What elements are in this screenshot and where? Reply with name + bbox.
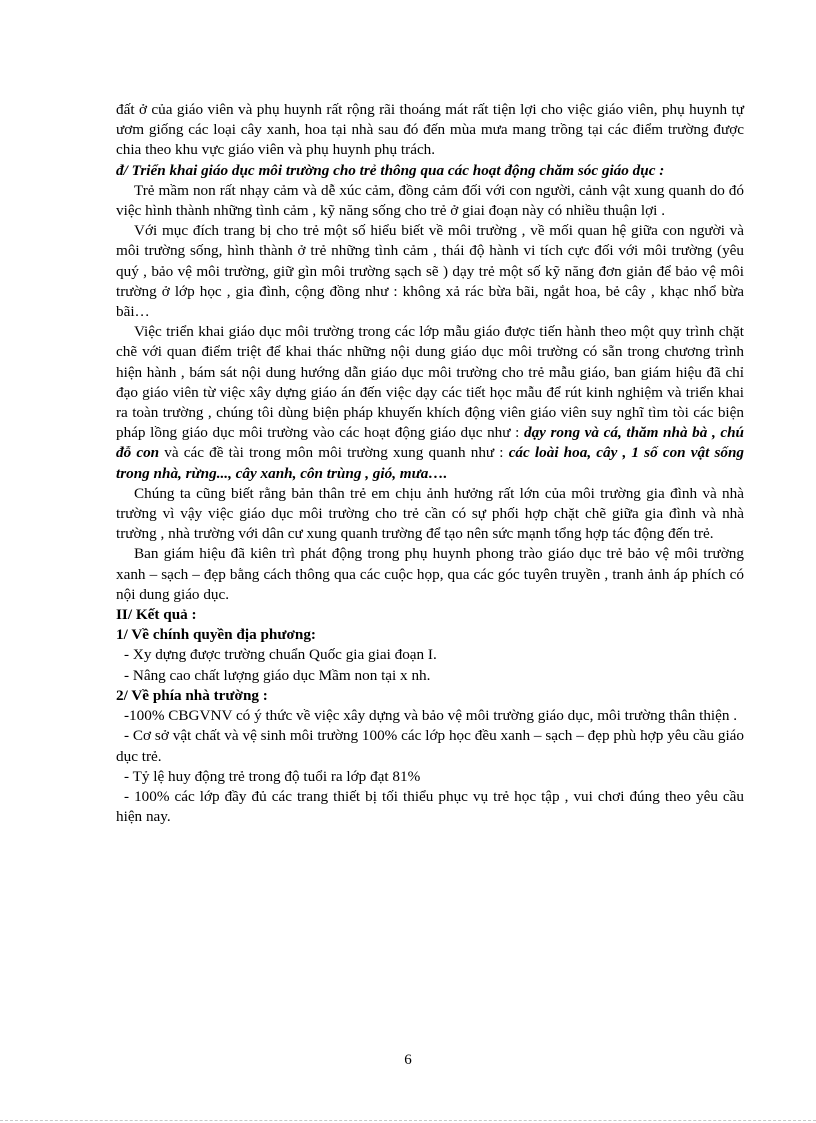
paragraph — [116, 322, 744, 484]
list-item: - Cơ sở vật chất và vệ sinh môi trường 100% các lớp học đều xanh – sạch – đẹp phù hợp yêu cầu giáo dục trẻ. — [116, 727, 744, 765]
emphasis-text: dạy rong và cá, thăm nhà bà , chú đỗ con — [116, 424, 745, 462]
list-item: - Xy dựng được trường chuẩn Quốc gia giai đoạn I. — [124, 646, 437, 664]
list-item: - 100% các lớp đầy đủ các trang thiết bị tối thiểu phục vụ trẻ học tập , vui chơi đúng theo yêu cầu hiện nay. — [116, 787, 744, 826]
document-body — [116, 100, 744, 827]
paragraph: Trẻ mầm non rất nhạy cảm và dễ xúc cảm, đồng cảm đối với con người, cảnh vật xung quanh do đó việc hình thành những tình cảm , kỹ năng sống cho trẻ ở giai đoạn này có nhiều thuận lợi . — [116, 181, 744, 220]
subsection-heading-2: 2/ Về phía nhà trường : — [116, 686, 268, 704]
emphasis-text: các loài hoa, cây , 1 số con vật sống trong nhà, rừng..., cây xanh, côn trùng , gió, mưa…. — [116, 444, 745, 482]
page-edge-divider — [0, 1120, 816, 1121]
list-item: - Tỷ lệ huy động trẻ trong độ tuổi ra lớp đạt 81% — [124, 767, 421, 785]
section-heading-d: đ/ Triển khai giáo dục môi trường cho trẻ thông qua các hoạt động chăm sóc giáo dục : — [116, 161, 665, 179]
list-item: - Nâng cao chất lượng giáo dục Mầm non tại x nh. — [124, 666, 431, 684]
paragraph-text: và các đề tài trong môn môi trường xung quanh như : — [159, 444, 509, 462]
paragraph-text: Việc triển khai giáo dục môi trường trong các lớp mẫu giáo được tiến hành theo một quy trình chặt chẽ với quan điểm triệt để khai thác những nội dung giáo dục môi trường có sẵn trong chương trình hiện hành , bám sát nội dung hướng dẫn giáo dục môi trường cho trẻ mẫu giáo, ban giám hiệu đã chỉ đạo giáo viên từ việc xây dựng giáo án đến việc dạy các tiết học mẫu để rút kinh nghiệm và triển khai ra toàn trường , chúng tôi dùng biện pháp khuyến khích động viên giáo viên suy nghĩ tìm tòi các biện pháp lồng giáo dục môi trường vào các hoạt động giáo dục như : — [116, 323, 744, 442]
paragraph: đất ở của giáo viên và phụ huynh rất rộng rãi thoáng mát rất tiện lợi cho việc giáo viên, phụ huynh tự ươm giống các loại cây xanh, hoa tại nhà sau đó đến mùa mưa mang trồng tại các điểm trường được chia theo khu vực giáo viên và phụ huynh phụ trách. — [116, 101, 744, 159]
list-item: -100% CBGVNV có ý thức về việc xây dựng và bảo vệ môi trường giáo dục, môi trường thân thiện . — [124, 707, 738, 725]
section-heading-ii: II/ Kết quả : — [116, 606, 197, 624]
paragraph: Ban giám hiệu đã kiên trì phát động trong phụ huynh phong trào giáo dục trẻ bảo vệ môi trường xanh – sạch – đẹp bằng cách thông qua các cuộc họp, qua các góc tuyên truyền , tranh ảnh áp phích có nội dung giáo dục. — [116, 545, 744, 603]
paragraph: Chúng ta cũng biết rằng bản thân trẻ em chịu ảnh hưởng rất lớn của môi trường gia đình và nhà trường vì vậy việc giáo dục môi trường cho trẻ cần có sự phối hợp chặt chẽ giữa gia đình và nhà trường , nhà trường với dân cư xung quanh trường để tạo nên sức mạnh tổng hợp tác động đến trẻ. — [116, 484, 744, 543]
paragraph: Với mục đích trang bị cho trẻ một số hiểu biết về môi trường , về mối quan hệ giữa con người và môi trường sống, hình thành ở trẻ những tình cảm , thái độ hành vi tích cực đối với môi trường (yêu quý , bảo vệ môi trường, giữ gìn môi trường sạch sẽ ) dạy trẻ một số kỹ năng đơn giản để bảo vệ môi trường ở lớp học , gia đình, cộng đồng như : không xả rác bừa bãi, ngắt hoa, bẻ cây , khạc nhổ bừa bãi… — [116, 222, 744, 321]
subsection-heading-1: 1/ Về chính quyền địa phương: — [116, 626, 316, 644]
page-number: 6 — [404, 1052, 412, 1068]
